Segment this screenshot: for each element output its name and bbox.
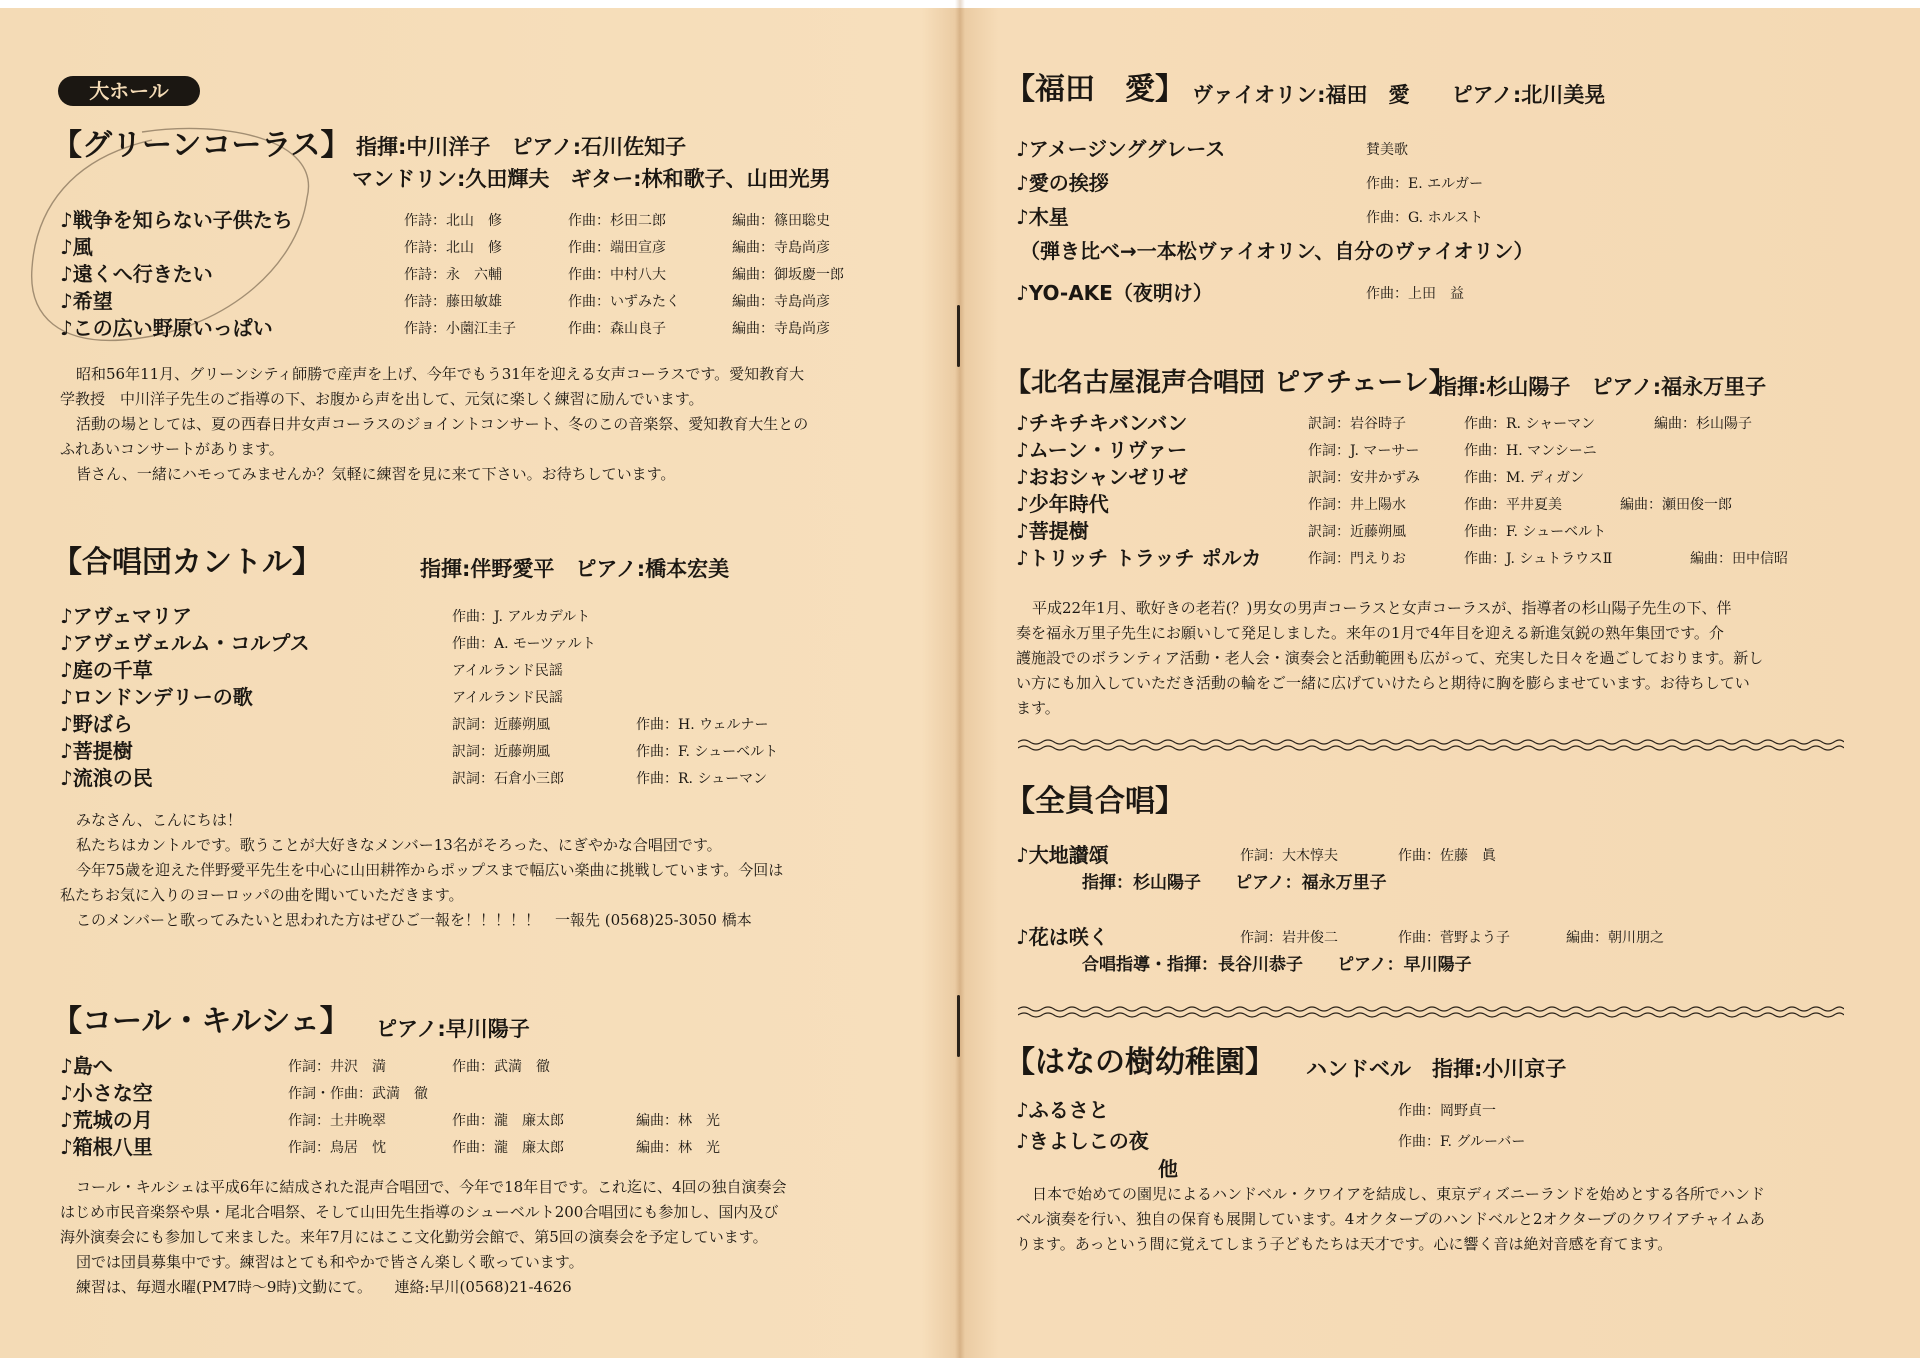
song-credit: 作曲：E. エルガー xyxy=(1366,176,1484,192)
song-credit: 訳詞：近藤朔風 xyxy=(452,744,550,760)
song-credit: 作曲：F. グルーバー xyxy=(1398,1134,1526,1150)
desc-line: ふれあいコンサートがあります。 xyxy=(60,440,284,458)
center-fold xyxy=(955,0,965,1358)
song-title: ♪流浪の民 xyxy=(60,766,153,790)
song-lyricist: 作詞：鳥居 忱 xyxy=(288,1140,386,1156)
group-title-hananoki-kindergarten: 【はなの樹幼稚園】 xyxy=(1005,1045,1275,1080)
song-title: ♪この広い野原いっぱい xyxy=(60,316,273,340)
song-title: ♪戦争を知らない子供たち xyxy=(60,208,293,232)
song-arranger: 編曲：林 光 xyxy=(636,1113,720,1129)
song-composer: 作曲：瀧 廉太郎 xyxy=(452,1113,564,1129)
song-composer: 作曲：瀧 廉太郎 xyxy=(452,1140,564,1156)
desc-line: 私たちはカントルです。歌うことが大好きなメンバー13名がそろった、にぎやかな合唱団です。 xyxy=(76,836,722,854)
song-title: ♪風 xyxy=(60,235,93,259)
desc-line: このメンバーと歌ってみたいと思われた方はぜひご一報を！！！！！ 一報先 (0568)25-3050 橋本 xyxy=(76,911,752,929)
song-composer: 作曲：F. シューベルト xyxy=(1464,524,1607,540)
song-composer: 作曲：いずみたく xyxy=(568,294,680,310)
desc-line: 皆さん、一緒にハモってみませんか？気軽に練習を見に来て下さい。お待ちしています。 xyxy=(76,465,676,483)
cantor-description xyxy=(60,808,783,933)
song-credit: 作曲：岡野貞一 xyxy=(1398,1103,1496,1119)
wavy-divider xyxy=(1018,738,1844,752)
song-arranger: 編曲：杉山陽子 xyxy=(1654,416,1752,432)
song-composer: 作曲：端田宣彦 xyxy=(568,240,666,256)
song-lyricist: 作詩：藤田敏雄 xyxy=(404,294,502,310)
hall-badge: 大ホール xyxy=(58,76,200,106)
song-lyricist: 作詩：北山 修 xyxy=(404,240,502,256)
song-title: ♪アヴェマリア xyxy=(60,604,192,628)
all-chorus-staff-1: 指揮：杉山陽子 ピアノ：福永万里子 xyxy=(1082,873,1387,893)
green-chorus-staff-2: マンドリン:久田輝夫 ギター:林和歌子、山田光男 xyxy=(352,167,831,191)
song-title: ♪アメージンググレース xyxy=(1016,137,1226,161)
desc-line: 学教授 中川洋子先生のご指導の下、お腹から声を出して、元気に楽しく練習に励んでいます。 xyxy=(60,390,704,408)
song-title: ♪大地讃頌 xyxy=(1016,843,1109,867)
song-composer: 作曲：R. シューマン xyxy=(636,771,768,787)
song-title: ♪希望 xyxy=(60,289,113,313)
cantor-staff: 指揮:伴野愛平 ピアノ:橋本宏美 xyxy=(420,557,730,581)
song-composer: 作曲：J. シュトラウスⅡ xyxy=(1464,551,1613,567)
all-chorus-staff-2: 合唱指導・指揮：長谷川恭子 ピアノ：早川陽子 xyxy=(1082,955,1472,975)
desc-line: ります。あっという間に覚えてしまう子どもたちは天才です。心に響く音は絶対音感を育てます。 xyxy=(1016,1235,1673,1253)
desc-line: 団では団員募集中です。練習はとても和やかで皆さん楽しく歌っています。 xyxy=(76,1253,584,1271)
kitanagoya-description xyxy=(1016,596,1763,721)
group-title-chor-kirsche: 【コール・キルシェ】 xyxy=(52,1004,350,1039)
song-title: ♪愛の挨拶 xyxy=(1016,171,1109,195)
song-lyricist: 作詞：門えりお xyxy=(1308,551,1406,567)
desc-line: 昭和56年11月、グリーンシティ師勝で産声を上げ、今年でもう31年を迎える女声コーラスです。愛知教育大 xyxy=(76,365,805,383)
song-lyricist: 訳詞：安井かずみ xyxy=(1308,470,1420,486)
group-title-green-chorus: 【グリーンコーラス】 xyxy=(52,128,351,163)
violin-comparison-note: （弾き比べ→一本松ヴァイオリン、自分のヴァイオリン） xyxy=(1020,239,1534,263)
song-lyricist: 作詞：J. マーサー xyxy=(1308,443,1420,459)
desc-line: みなさん、こんにちは！ xyxy=(76,811,242,829)
song-title: ♪チキチキバンバン xyxy=(1016,411,1188,435)
song-arranger: 編曲：御坂慶一郎 xyxy=(732,267,844,283)
song-arranger: 編曲：篠田聡史 xyxy=(732,213,830,229)
song-composer: 作曲：H. マンシーニ xyxy=(1464,443,1597,459)
song-title: ♪少年時代 xyxy=(1016,492,1109,516)
desc-line: 奏を福永万里子先生にお願いして発足しました。来年の1月で4年目を迎える新進気鋭の熟年集団です。介 xyxy=(1016,624,1724,642)
song-title: ♪アヴェヴェルム・コルプス xyxy=(60,631,310,655)
left-page xyxy=(0,0,955,1358)
song-composer: 作曲：F. シューベルト xyxy=(636,744,779,760)
fukuda-staff: ヴァイオリン:福田 愛 ピアノ:北川美晃 xyxy=(1192,83,1606,107)
staple-bottom xyxy=(957,995,960,1057)
group-title-cantor: 【合唱団カントル】 xyxy=(52,545,322,580)
desc-line: 護施設でのボランティア活動・老人会・演奏会と活動範囲も広がって、充実した日々を過ごしております。新し xyxy=(1016,649,1764,667)
desc-line: はじめ市民音楽祭や県・尾北合唱祭、そして山田先生指導のシューベルト200合唱団にも参加し、国内及び xyxy=(60,1203,779,1221)
song-composer: 作曲：M. ディガン xyxy=(1464,470,1585,486)
song-lyricist: 作詞：土井晩翠 xyxy=(288,1113,386,1129)
song-lyricist: 訳詞：岩谷時子 xyxy=(1308,416,1406,432)
song-arranger: 編曲：朝川朋之 xyxy=(1566,930,1664,946)
desc-line: ベル演奏を行い、独自の保育も展開しています。4オクターブのハンドベルと2オクターブのクワイアチャイムあ xyxy=(1016,1210,1765,1228)
desc-line: 日本で始めての園児によるハンドベル・クワイアを結成し、東京ディズニーランドを始めとする各所でハンド xyxy=(1032,1185,1765,1203)
song-title: ♪花は咲く xyxy=(1016,925,1109,949)
song-credit: 訳詞：石倉小三郎 xyxy=(452,771,564,787)
hananoki-description xyxy=(1016,1182,1765,1257)
song-credit: 作曲：上田 益 xyxy=(1366,286,1464,302)
kirsche-staff: ピアノ:早川陽子 xyxy=(376,1017,530,1041)
desc-line: 今年75歳を迎えた伴野愛平先生を中心に山田耕筰からポップスまで幅広い楽曲に挑戦しています。今回は xyxy=(76,861,784,879)
staple-top xyxy=(957,305,960,367)
song-lyricist: 作詩：永 六輔 xyxy=(404,267,502,283)
desc-line: 活動の場としては、夏の西春日井女声コーラスのジョイントコンサート、冬のこの音楽祭、愛知教育大生との xyxy=(76,415,809,433)
song-lyricist: 作詞：大木惇夫 xyxy=(1240,848,1338,864)
song-title: ♪荒城の月 xyxy=(60,1108,153,1132)
group-title-fukuda-ai: 【福田 愛】 xyxy=(1005,72,1185,107)
song-lyricist: 作詞：岩井俊二 xyxy=(1240,930,1338,946)
song-arranger: 編曲：寺島尚彦 xyxy=(732,294,830,310)
song-composer: 作曲：中村八大 xyxy=(568,267,666,283)
song-composer: 作曲：R. シャーマン xyxy=(1464,416,1596,432)
song-title: ♪トリッチ トラッチ ポルカ xyxy=(1016,546,1262,570)
song-title: ♪箱根八里 xyxy=(60,1135,153,1159)
kirsche-description xyxy=(60,1175,787,1300)
song-title: ♪ふるさと xyxy=(1016,1098,1109,1122)
song-composer: 作曲：菅野よう子 xyxy=(1398,930,1510,946)
song-arranger: 編曲：林 光 xyxy=(636,1140,720,1156)
song-composer: 作曲：杉田二郎 xyxy=(568,213,666,229)
etc-label: 他 xyxy=(1158,1157,1178,1181)
song-title: ♪遠くへ行きたい xyxy=(60,262,213,286)
song-composer: 作曲：H. ウェルナー xyxy=(636,717,769,733)
song-lyricist: 作詞：井上陽水 xyxy=(1308,497,1406,513)
song-title: ♪おおシャンゼリゼ xyxy=(1016,465,1189,489)
song-title: ♪庭の千草 xyxy=(60,658,153,682)
wavy-divider xyxy=(1018,1005,1844,1019)
desc-line: い方にも加入していただき活動の輪をご一緒に広げていけたらと期待に胸を膨らませています。お待ちしてい xyxy=(1016,674,1750,692)
song-composer: 作曲：平井夏美 xyxy=(1464,497,1562,513)
song-title: ♪菩提樹 xyxy=(60,739,133,763)
desc-line: 私たちお気に入りのヨーロッパの曲を聞いていただきます。 xyxy=(60,886,464,904)
desc-line: 練習は、毎週水曜(PM7時～9時)文勤にて。 連絡:早川(0568)21-4626 xyxy=(76,1278,572,1296)
song-composer: 作曲：佐藤 眞 xyxy=(1398,848,1496,864)
song-credit: 訳詞：近藤朔風 xyxy=(452,717,550,733)
song-lyricist: 作詩：小薗江圭子 xyxy=(404,321,516,337)
kitanagoya-staff: 指揮:杉山陽子 ピアノ:福永万里子 xyxy=(1436,375,1767,399)
song-arranger: 編曲：瀬田俊一郎 xyxy=(1620,497,1732,513)
hananoki-staff: ハンドベル 指揮:小川京子 xyxy=(1306,1057,1567,1081)
song-title: ♪ロンドンデリーの歌 xyxy=(60,685,253,709)
song-title: ♪島へ xyxy=(60,1054,113,1078)
desc-line: 平成22年1月、歌好きの老若(？)男女の男声コーラスと女声コーラスが、指導者の杉山陽子先生の下、伴 xyxy=(1032,599,1732,617)
song-lyricist: 作詞・作曲：武満 徹 xyxy=(288,1086,428,1102)
group-title-all-chorus: 【全員合唱】 xyxy=(1005,784,1185,819)
song-lyricist: 訳詞：近藤朔風 xyxy=(1308,524,1406,540)
song-credit: 作曲：A. モーツァルト xyxy=(452,636,596,652)
song-title: ♪ムーン・リヴァー xyxy=(1016,438,1188,462)
song-credit: 作曲：J. アルカデルト xyxy=(452,609,591,625)
song-title: ♪菩提樹 xyxy=(1016,519,1089,543)
song-title: ♪YO-AKE（夜明け） xyxy=(1016,281,1213,305)
song-title: ♪木星 xyxy=(1016,205,1069,229)
song-lyricist: 作詞：井沢 満 xyxy=(288,1059,386,1075)
song-arranger: 編曲：田中信昭 xyxy=(1690,551,1788,567)
song-composer: 作曲：武満 徹 xyxy=(452,1059,550,1075)
song-credit: アイルランド民謡 xyxy=(452,690,563,706)
song-title: ♪きよしこの夜 xyxy=(1016,1129,1149,1153)
desc-line: ます。 xyxy=(1016,699,1060,717)
song-credit: 作曲：G. ホルスト xyxy=(1366,210,1484,226)
desc-line: コール・キルシェは平成6年に結成された混声合唱団で、今年で18年目です。これ迄に、4回の独自演奏会 xyxy=(76,1178,787,1196)
song-title: ♪野ばら xyxy=(60,712,133,736)
song-arranger: 編曲：寺島尚彦 xyxy=(732,321,830,337)
green-chorus-staff-1: 指揮:中川洋子 ピアノ:石川佐知子 xyxy=(356,135,687,159)
desc-line: 海外演奏会にも参加して来ました。来年7月にはここ文化勤労会館で、第5回の演奏会を予定しています。 xyxy=(60,1228,768,1246)
green-chorus-description xyxy=(60,362,808,487)
song-credit: 賛美歌 xyxy=(1366,142,1408,158)
song-composer: 作曲：森山良子 xyxy=(568,321,666,337)
song-title: ♪小さな空 xyxy=(60,1081,153,1105)
song-credit: アイルランド民謡 xyxy=(452,663,563,679)
song-arranger: 編曲：寺島尚彦 xyxy=(732,240,830,256)
group-title-kitanagoya-piacere: 【北名古屋混声合唱団 ピアチェーレ】 xyxy=(1005,368,1455,398)
song-lyricist: 作詩：北山 修 xyxy=(404,213,502,229)
